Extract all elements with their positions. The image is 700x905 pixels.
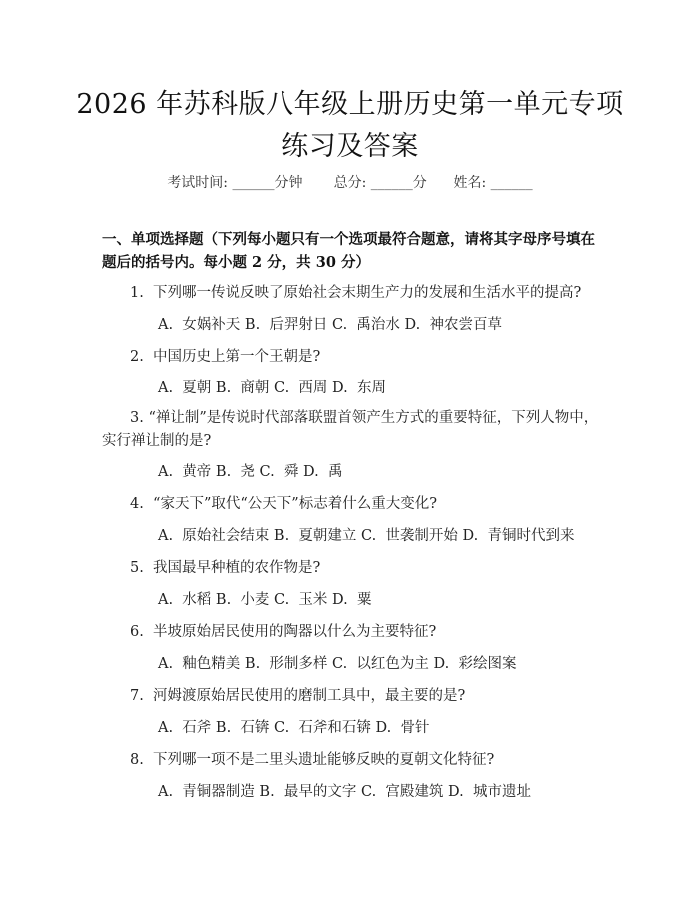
question-stem: 7. 河姆渡原始居民使用的磨制工具中，最主要的是? [130, 688, 466, 704]
document-title-line-2: 练习及答案 [281, 131, 419, 162]
question-stem: 2. 中国历史上第一个王朝是? [130, 349, 321, 365]
question-stem: 8. 下列哪一项不是二里头遗址能够反映的夏朝文化特征? [130, 752, 495, 768]
document-title-line-1: 2026 年苏科版八年级上册历史第一单元专项 [76, 89, 624, 120]
question-options: A. 黄帝 B. 尧 C. 舜 D. 禹 [158, 464, 343, 480]
question-options: A. 女娲补天 B. 后羿射日 C. 禹治水 D. 神农尝百草 [158, 317, 502, 333]
section-heading: 一、单项选择题（下列每小题只有一个选项最符合题意，请将其字母序号填在题后的括号内。每小题 2 分，共 30 分） [102, 231, 595, 271]
question-stem: 3. “禅让制”是传说时代部落联盟首领产生方式的重要特征，下列人物中，实行禅让制的是? [102, 410, 599, 449]
question-stem: 5. 我国最早种植的农作物是? [130, 560, 321, 576]
question-options: A. 原始社会结束 B. 夏朝建立 C. 世袭制开始 D. 青铜时代到来 [158, 528, 575, 544]
question-stem: 1. 下列哪一传说反映了原始社会末期生产力的发展和生活水平的提高? [130, 285, 582, 301]
question-stem: 4. “家天下”取代“公天下”标志着什么重大变化? [130, 496, 437, 512]
question-options: A. 石斧 B. 石锛 C. 石斧和石锛 D. 骨针 [158, 720, 430, 736]
question-stem: 6. 半坡原始居民使用的陶器以什么为主要特征? [130, 624, 437, 640]
question-options: A. 釉色精美 B. 形制多样 C. 以红色为主 D. 彩绘图案 [158, 656, 517, 672]
question-options: A. 水稻 B. 小麦 C. 玉米 D. 粟 [158, 592, 372, 608]
question-options: A. 夏朝 B. 商朝 C. 西周 D. 东周 [158, 380, 386, 396]
exam-info-line: 考试时间: ______分钟 总分: ______分 姓名: ______ [167, 175, 533, 191]
question-options: A. 青铜器制造 B. 最早的文字 C. 宫殿建筑 D. 城市遗址 [158, 784, 531, 800]
